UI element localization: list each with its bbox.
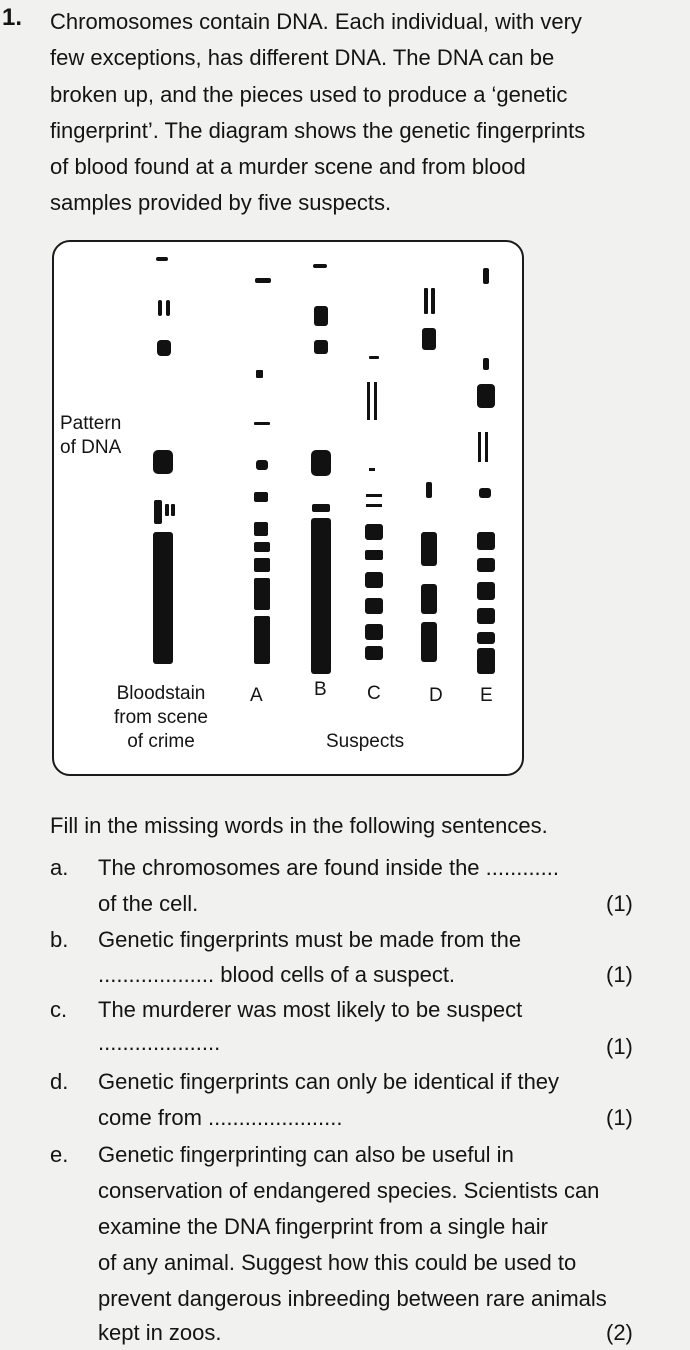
instruction-text: Fill in the missing words in the following sentences. <box>50 813 548 838</box>
dna-band <box>426 482 432 498</box>
dna-band <box>421 532 437 566</box>
dna-band <box>314 306 328 326</box>
lane-label-a: A <box>250 685 263 706</box>
part-c-marks: (1) <box>606 1034 633 1059</box>
dna-band <box>366 494 382 497</box>
part-e-letter: e. <box>50 1142 69 1167</box>
lane-label-c: C <box>367 683 381 704</box>
dna-band <box>477 532 495 550</box>
dna-band <box>255 278 271 283</box>
part-d-marks: (1) <box>606 1105 633 1130</box>
part-b-marks: (1) <box>606 962 633 987</box>
dna-band <box>312 504 330 512</box>
dna-band <box>157 340 171 356</box>
dna-band <box>254 492 268 502</box>
lane-label-e: E <box>480 685 493 706</box>
dna-band <box>424 288 428 314</box>
part-d-line: Genetic fingerprints can only be identical if they <box>98 1069 560 1094</box>
dna-band <box>254 578 270 610</box>
dna-band <box>166 300 170 316</box>
dna-band <box>367 382 370 420</box>
dna-band <box>479 488 491 498</box>
dna-band <box>477 608 495 624</box>
part-e-line: of any animal. Suggest how this could be used to <box>98 1250 577 1275</box>
dna-band <box>477 632 495 644</box>
lane-d <box>421 288 437 662</box>
part-b-line: Genetic fingerprints must be made from the <box>98 927 522 952</box>
dna-band <box>254 522 268 536</box>
bloodstain-label: Bloodstain from scene of crime <box>114 683 208 752</box>
part-e-line: examine the DNA fingerprint from a single hair <box>98 1214 548 1239</box>
part-e-marks: (2) <box>606 1320 633 1345</box>
dna-band <box>256 460 268 470</box>
dna-band <box>483 358 489 370</box>
dna-band <box>477 384 495 408</box>
dna-band <box>365 572 383 588</box>
dna-band <box>374 382 377 420</box>
dna-band <box>421 622 437 662</box>
dna-band <box>477 582 495 600</box>
dna-band <box>365 624 383 640</box>
dna-band <box>254 542 270 552</box>
lane-a <box>254 278 271 664</box>
lane-label-b: B <box>314 679 327 700</box>
dna-band <box>421 584 437 614</box>
part-c-line: .................... <box>98 1030 221 1055</box>
dna-band <box>254 422 270 425</box>
dna-band <box>156 257 168 261</box>
dna-band <box>171 504 175 516</box>
dna-band <box>254 558 270 572</box>
dna-band <box>366 504 382 507</box>
part-a-marks: (1) <box>606 891 633 916</box>
dna-band <box>365 646 383 660</box>
part-e-line: kept in zoos. <box>98 1320 222 1345</box>
dna-band <box>365 598 383 614</box>
part-b-letter: b. <box>50 927 69 952</box>
dna-band <box>311 518 331 674</box>
lane-c <box>365 356 383 660</box>
dna-band <box>478 432 481 462</box>
intro-line: broken up, and the pieces used to produce a ‘genetic <box>50 81 568 107</box>
dna-band <box>369 356 379 359</box>
dna-band <box>365 550 383 560</box>
dna-band <box>256 370 263 378</box>
intro-line: samples provided by five suspects. <box>50 190 392 216</box>
lane-bloodstain <box>153 257 175 664</box>
intro-line: few exceptions, has different DNA. The DNA can be <box>50 45 555 71</box>
part-d-line: come from ...................... <box>98 1105 343 1130</box>
lane-b <box>311 264 331 674</box>
question-intro <box>50 4 650 222</box>
dna-band <box>369 468 375 471</box>
part-b-line: ................... blood cells of a suspect. <box>98 962 456 987</box>
part-a-line: The chromosomes are found inside the ............ <box>98 855 560 880</box>
dna-band <box>165 504 169 516</box>
part-a-letter: a. <box>50 855 69 880</box>
dna-band <box>365 524 383 540</box>
lane-label-d: D <box>429 685 443 706</box>
intro-line: fingerprint’. The diagram shows the genetic fingerprints <box>50 117 586 143</box>
dna-band <box>431 288 435 314</box>
dna-band <box>485 432 488 462</box>
dna-band <box>483 268 489 284</box>
part-e-line: Genetic fingerprinting can also be useful in <box>98 1142 514 1167</box>
dna-band <box>313 264 327 268</box>
intro-line: Chromosomes contain DNA. Each individual, with very <box>50 9 582 34</box>
pattern-of-dna-label: Pattern of DNA <box>60 413 122 458</box>
part-a-line: of the cell. <box>98 891 199 916</box>
dna-band <box>422 328 436 350</box>
question-number: 1. <box>2 4 23 31</box>
dna-band <box>153 532 173 664</box>
dna-fingerprint-diagram <box>52 240 524 776</box>
dna-band <box>153 450 173 474</box>
part-c-letter: c. <box>50 997 68 1022</box>
part-e-line: conservation of endangered species. Scientists can <box>98 1178 600 1203</box>
dna-band <box>311 450 331 476</box>
lane-e <box>477 268 495 674</box>
intro-line: of blood found at a murder scene and from blood <box>50 154 526 180</box>
part-e-line: prevent dangerous inbreeding between rare animals <box>98 1286 607 1311</box>
dna-band <box>477 558 495 572</box>
dna-band <box>254 616 270 664</box>
dna-band <box>154 500 162 524</box>
dna-band <box>314 340 328 354</box>
dna-band <box>477 648 495 674</box>
part-d-letter: d. <box>50 1069 69 1094</box>
dna-band <box>158 300 162 316</box>
suspects-label: Suspects <box>326 731 405 752</box>
part-c-line: The murderer was most likely to be suspect <box>98 997 523 1022</box>
